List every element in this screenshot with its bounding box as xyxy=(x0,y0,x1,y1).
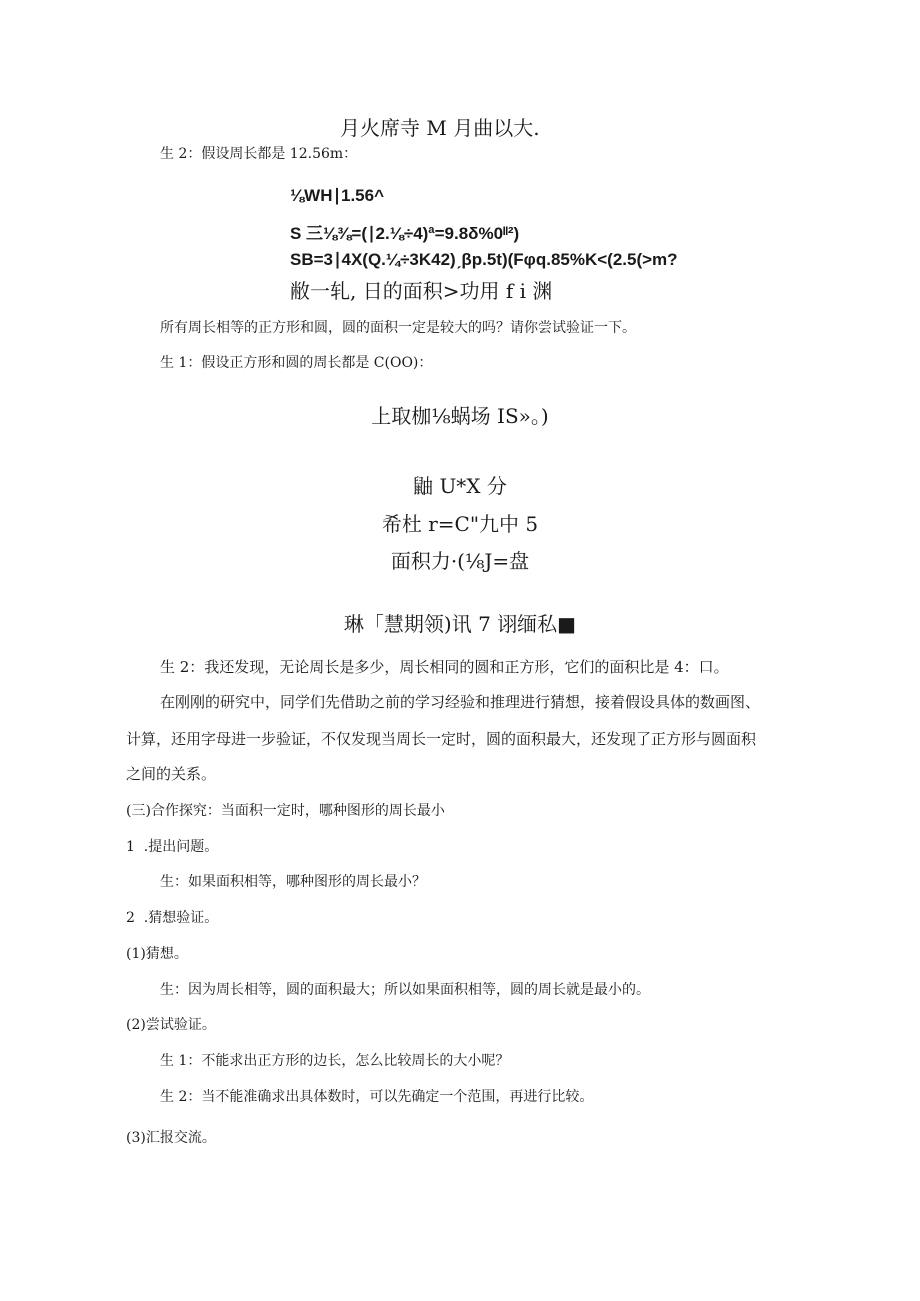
list-item: 2 .猜想验证。 xyxy=(126,910,219,926)
formula-line: SB=3∣4X(Q.¼÷3K42)ˏβp.5t)(Fφq.85%K<(2.5(>m? xyxy=(290,250,678,269)
text-line: 生 1：假设正方形和圆的周长都是 C(OO)： xyxy=(160,355,433,371)
text-line: 生 2：当不能准确求出具体数时，可以先确定一个范围，再进行比较。 xyxy=(160,1089,594,1105)
text-line: 之间的关系。 xyxy=(126,765,217,783)
text-line: 生 1：不能求出正方形的边长，怎么比较周长的大小呢？ xyxy=(160,1053,510,1069)
text-line: 在刚刚的研究中，同学们先借助之前的学习经验和推理进行猜想，接着假设具体的数画图、 xyxy=(160,693,761,711)
garbled-formula-line: 琳「慧期领)讯 7 诩缅私■ xyxy=(343,612,577,636)
text-line: 生 2：我还发现，无论周长是多少，周长相同的圆和正方形，它们的面积比是 4：口。 xyxy=(160,658,729,676)
formula-line: S 三⅛⅜=(∣2.⅛÷4)ª=9.8δ%0ˡˡ²) xyxy=(290,224,520,243)
list-item: 1 .提出问题。 xyxy=(126,839,219,855)
text-line: 计算，还用字母进一步验证，不仅发现当周长一定时，圆的面积最大，还发现了正方形与圆面积 xyxy=(126,730,757,748)
formula-line: ⅛WH∣1.56^ xyxy=(290,186,385,205)
garbled-formula-line: 面积力·(⅛J=盘 xyxy=(390,549,530,573)
text-line: 所有周长相等的正方形和圆，圆的面积一定是较大的吗？请你尝试验证一下。 xyxy=(160,320,636,336)
text-line: 生 2：假设周长都是 12.56m： xyxy=(160,146,358,162)
garbled-formula-line: 鼬 U*X 分 xyxy=(413,474,507,498)
text-line: 生：如果面积相等，哪种图形的周长最小？ xyxy=(160,874,426,890)
garbled-text-line: 敝一轧, 日的面积>功用 f i 渊 xyxy=(290,279,553,303)
section-heading: (三)合作探究：当面积一定时，哪种图形的周长最小 xyxy=(126,803,445,819)
text-line: 生：因为周长相等，圆的面积最大；所以如果面积相等，圆的周长就是最小的。 xyxy=(160,982,650,998)
list-item: (2)尝试验证。 xyxy=(126,1017,216,1033)
garbled-heading-line: 月火席寺 M 月曲以大. xyxy=(340,116,540,140)
garbled-formula-line: 希杜 r=C"九中 5 xyxy=(381,512,539,536)
garbled-formula-line: 上取枷⅛蜗场 IS»。) xyxy=(371,404,549,428)
list-item: (3)汇报交流。 xyxy=(126,1130,216,1146)
list-item: (1)猜想。 xyxy=(126,946,188,962)
